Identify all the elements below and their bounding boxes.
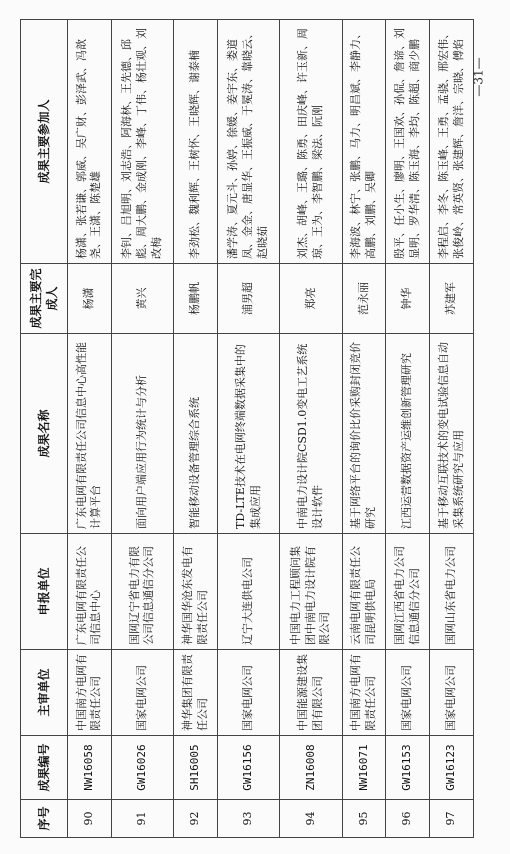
table-header-row (21, 20, 68, 838)
cell-index: 95 (342, 800, 386, 838)
cell-achievement-name: 智能移动设备管理综合系统 (174, 334, 218, 534)
cell-achievement-name: 中南电力设计院CSD1.0变电工艺系统设计软件 (280, 334, 342, 534)
cell-participants: 杨潇、张若谦、郭威、吴广财、彭泽武、冯歆尧、王潇、陈楚雄 (68, 20, 112, 264)
cell-code: GW16153 (386, 736, 430, 800)
cell-review-unit: 中国南方电网有限责任公司 (68, 650, 112, 736)
cell-index: 93 (217, 800, 279, 838)
table-row (111, 20, 173, 838)
table-row (68, 20, 112, 838)
cell-achievement-name: 江西运营数据资产运维创新管理研究 (386, 334, 430, 534)
table-body (68, 20, 474, 838)
cell-achievement-name: TD-LTE技术在电网终端数据采集中的集成应用 (217, 334, 279, 534)
cell-main-completer: 钟华 (386, 264, 430, 334)
cell-review-unit: 神华集团有限责任公司 (174, 650, 218, 736)
header-code: 成果编号 (21, 736, 68, 800)
cell-code: ZN16008 (280, 736, 342, 800)
cell-participants: 李海波、林宁、张鹏、马力、明昌斌、李静力、高鹏、刘鹏、吴卿 (342, 20, 386, 264)
cell-review-unit: 国家电网公司 (386, 650, 430, 736)
cell-applicant-unit: 中国电力工程顾问集团中南电力设计院有限公司 (280, 534, 342, 650)
cell-main-completer: 苏建军 (430, 264, 474, 334)
header-index: 序号 (21, 800, 68, 838)
cell-participants: 殷平、任小生、廖明、王国欢、孙侃、詹谛、刘显明、罗华清、陈玉海、李均、陈超、商少鹏 (386, 20, 430, 264)
rotated-table-wrapper (20, 20, 474, 838)
cell-code: NW16058 (68, 736, 112, 800)
cell-index: 94 (280, 800, 342, 838)
cell-code: GW16026 (111, 736, 173, 800)
header-achievement-name: 成果名称 (21, 334, 68, 534)
cell-main-completer: 杨鹏帆 (174, 264, 218, 334)
header-review-unit: 主审单位 (21, 650, 68, 736)
cell-review-unit: 国家电网公司 (217, 650, 279, 736)
cell-code: GW16156 (217, 736, 279, 800)
cell-participants: 李劲松、魏利辉、王树怀、王晓辉、谢泰楠 (174, 20, 218, 264)
header-applicant-unit: 申报单位 (21, 534, 68, 650)
cell-applicant-unit: 神华国华沧东发电有限责任公司 (174, 534, 218, 650)
cell-code: NW16071 (342, 736, 386, 800)
cell-participants: 潘学涛、夏元斗、孙婷、徐媛、姜宇东、娄道凤、金金、唐显华、王振威、于冕涛、靠晓云、赵晓茹 (217, 20, 279, 264)
header-main-completer: 成果主要完成人 (21, 264, 68, 334)
cell-applicant-unit: 国网山东省电力公司 (430, 534, 474, 650)
cell-applicant-unit: 云南电网有限责任公司昆明供电局 (342, 534, 386, 650)
cell-index: 91 (111, 800, 173, 838)
cell-review-unit: 中国南方电网有限责任公司 (342, 650, 386, 736)
cell-main-completer: 浦男超 (217, 264, 279, 334)
cell-code: GW16123 (430, 736, 474, 800)
table-row (430, 20, 474, 838)
cell-main-completer: 黄兴 (111, 264, 173, 334)
cell-review-unit: 国家电网公司 (430, 650, 474, 736)
cell-main-completer: 郑亮 (280, 264, 342, 334)
cell-participants: 刘杰、胡峰、王璐、陈勇、田庆峰、许玉新、周琼、王为、李智鹏、梁法、阮刚 (280, 20, 342, 264)
cell-index: 96 (386, 800, 430, 838)
cell-main-completer: 范永丽 (342, 264, 386, 334)
table-row (280, 20, 342, 838)
cell-review-unit: 国家电网公司 (111, 650, 173, 736)
cell-participants: 李钊、吕旭明、刘志浩、阿海林、王先德、邱彪、周大鹏、金成刚、李峰、丁伟、杨壮观、刘改梅 (111, 20, 173, 264)
cell-achievement-name: 基于移动互联技术的变电试验信息自动采集系统研究与应用 (430, 334, 474, 534)
cell-achievement-name: 面向用户端应用行为统计与分析 (111, 334, 173, 534)
table-row (174, 20, 218, 838)
header-participants: 成果主要参加人 (21, 20, 68, 264)
cell-applicant-unit: 国网江西省电力公司信息通信分公司 (386, 534, 430, 650)
cell-review-unit: 中国能源建设集团有限公司 (280, 650, 342, 736)
cell-achievement-name: 广东电网有限责任公司信息中心高性能计算平台 (68, 334, 112, 534)
cell-code: SH16005 (174, 736, 218, 800)
cell-main-completer: 杨潇 (68, 264, 112, 334)
cell-applicant-unit: 广东电网有限责任公司信息中心 (68, 534, 112, 650)
cell-applicant-unit: 辽宁大连供电公司 (217, 534, 279, 650)
table-row (342, 20, 386, 838)
cell-applicant-unit: 国网辽宁省电力有限公司信息通信分公司 (111, 534, 173, 650)
cell-index: 92 (174, 800, 218, 838)
cell-achievement-name: 基于网络平台的询价比价采购封闭竞价研究 (342, 334, 386, 534)
table-row (217, 20, 279, 838)
cell-index: 97 (430, 800, 474, 838)
cell-participants: 李程启、李冬、陈玉峰、王勇、孟骁、邢宏伟、张俊岭、常英贤、张建辉、詹洋、宗晓、傅焰 (430, 20, 474, 264)
page-number: —31— (471, 57, 486, 97)
cell-index: 90 (68, 800, 112, 838)
table-row (386, 20, 430, 838)
achievement-table (20, 19, 474, 838)
